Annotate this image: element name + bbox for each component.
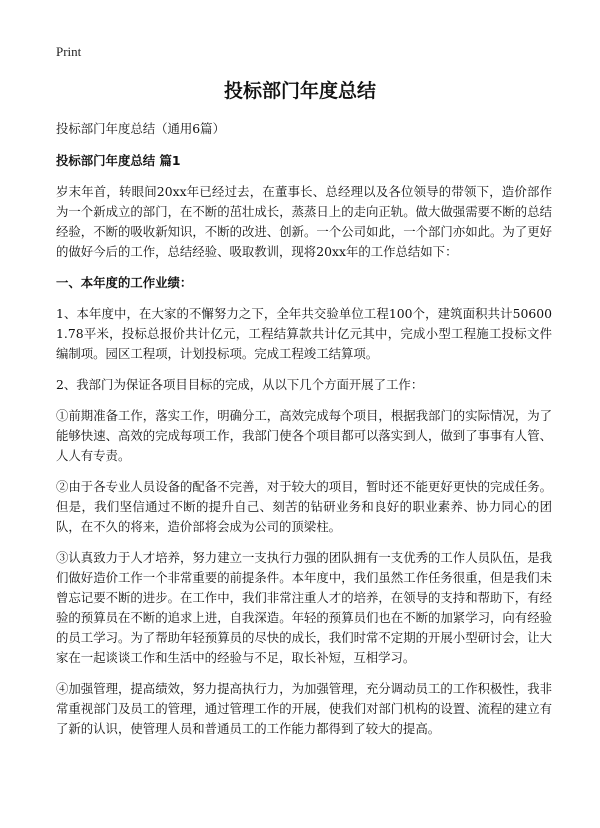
- paragraph-2: 2、我部门为保证各项目目标的完成，从以下几个方面开展了工作：: [56, 377, 424, 392]
- paragraph-3: ①前期准备工作，落实工作，明确分工，高效完成每个项目，根据我部门的实际情况，为了能够快速、高效的完成每项工作，我部门使各个项目都可以落实到人，做到了事事有人管、人人有专责。: [56, 408, 552, 463]
- intro-paragraph: 岁末年首，转眼间20xx年已经过去，在董事长、总经理以及各位领导的带领下，造价部作为一个新成立的部门，在不断的茁壮成长，蒸蒸日上的走向正轨。做大做强需要不断的总结经验，不断的吸收新知识，不断的改进、创新。一个公司如此，一个部门亦如此。为了更好的做好今后的工作，总结经验、吸取教训，现将20xx年的工作总结如下：: [56, 184, 552, 259]
- print-link[interactable]: Print: [56, 44, 82, 59]
- document-body: [56, 119, 552, 750]
- paragraph-5: ③认真致力于人才培养，努力建立一支执行力强的团队拥有一支优秀的工作人员队伍，是我们做好造价工作一个非常重要的前提条件。本年度中，我们虽然工作任务很重，但是我们未曾忘记要不断的进步。在工作中，我们非常注重人才的培养，在领导的支持和帮助下，有经验的预算员在不断的追求上进，自我深造。年轻的预算员们也在不断的加紧学习，向有经验的员工学习。为了帮助年轻预算员的尽快的成长，我们时常不定期的开展小型研讨会，让大家在一起谈谈工作和生活中的经验与不足，取长补短，互相学习。: [56, 550, 552, 665]
- section-heading: 投标部门年度总结 篇1: [56, 153, 181, 168]
- subheading-work-results: 一、本年度的工作业绩：: [56, 275, 193, 290]
- paragraph-6: ④加强管理，提高绩效，努力提高执行力，为加强管理，充分调动员工的工作积极性，我非常重视部门及员工的管理，通过管理工作的开展，使我们对部门机构的设置、流程的建立有了新的认识，使管理人员和普通员工的工作能力都得到了较大的提高。: [56, 681, 552, 736]
- paragraph-1: 1、本年度中，在大家的不懈努力之下，全年共交验单位工程100个，建筑面积共计506001.78平米，投标总报价共计亿元，工程结算款共计亿元其中，完成小型工程施工投标文件编制项。园区工程项，计划投标项。完成工程竣工结算项。: [56, 306, 552, 361]
- paragraph-4: ②由于各专业人员设备的配备不完善，对于较大的项目，暂时还不能更好更快的完成任务。但是，我们坚信通过不断的提升自己、刻苦的钻研业务和良好的职业素养、协力同心的团队，在不久的将来，造价部将会成为公司的顶梁柱。: [56, 479, 552, 534]
- document-subtitle: 投标部门年度总结（通用6篇）: [56, 121, 225, 136]
- page-title: 投标部门年度总结: [223, 80, 376, 102]
